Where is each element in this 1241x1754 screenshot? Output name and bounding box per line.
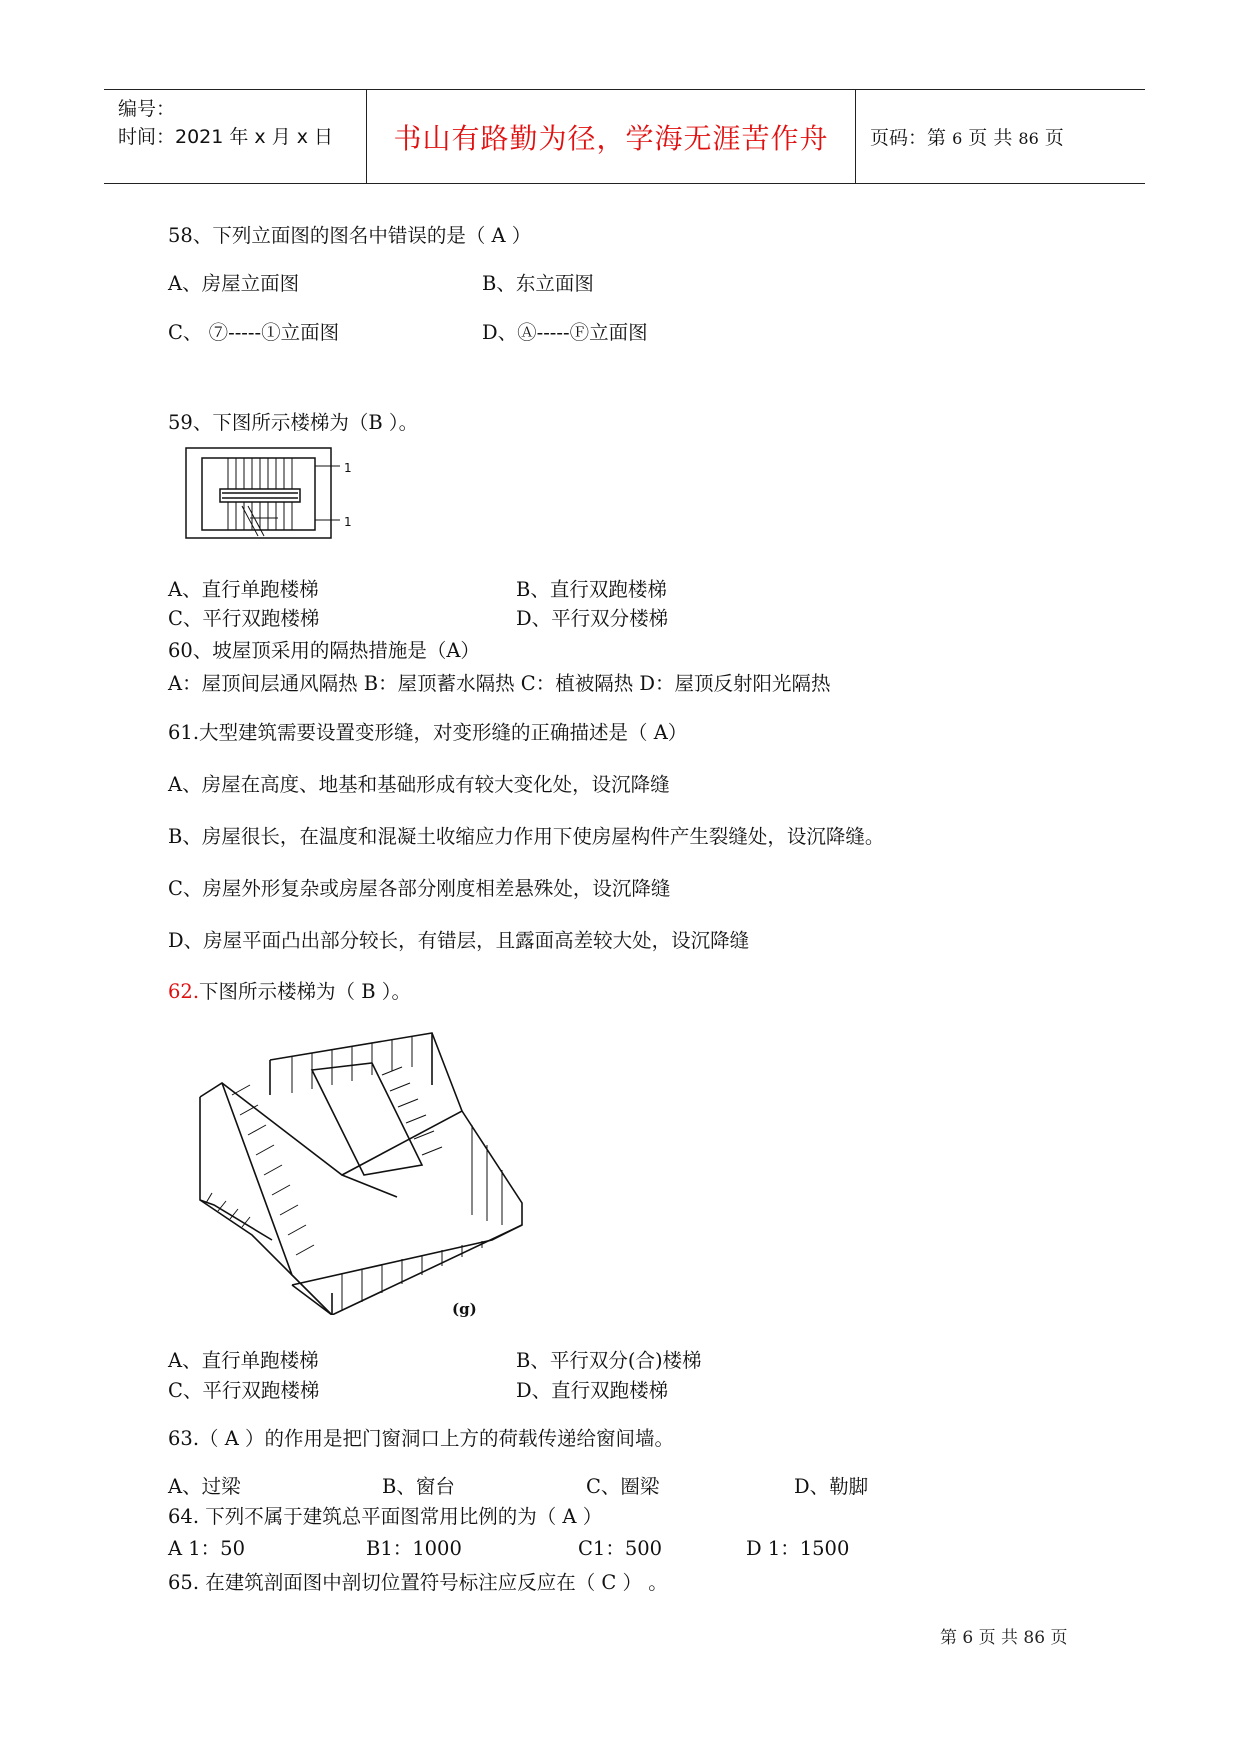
header-meta-cell bbox=[104, 90, 367, 183]
svg-text:1: 1 bbox=[344, 515, 352, 529]
page-footer: 第 6 页 共 86 页 bbox=[940, 1628, 1068, 1648]
q62-option-a: A、直行单跑楼梯 bbox=[168, 1349, 319, 1372]
stair-plan-figure bbox=[182, 444, 362, 544]
q61-option-c: C、房屋外形复杂或房屋各部分刚度相差悬殊处，设沉降缝 bbox=[168, 877, 671, 900]
figure-caption-g: (g) bbox=[452, 1300, 477, 1318]
motto: 书山有路勤为径，学海无涯苦作舟 bbox=[393, 122, 829, 155]
question-62-stem: 62.下图所示楼梯为（ B ）。 bbox=[168, 980, 411, 1003]
question-63-stem: 63.（ A ）的作用是把门窗洞口上方的荷载传递给窗间墙。 bbox=[168, 1427, 674, 1450]
q58-option-c: C、 ⑦-----①立面图 bbox=[168, 321, 340, 344]
number-label: 编号： bbox=[118, 98, 176, 120]
q63-option-a: A、过梁 bbox=[168, 1475, 241, 1498]
q59-option-a: A、直行单跑楼梯 bbox=[168, 578, 319, 601]
document-header bbox=[104, 89, 1145, 184]
question-59-stem: 59、下图所示楼梯为（B ）。 bbox=[168, 411, 419, 434]
question-61-stem: 61.大型建筑需要设置变形缝，对变形缝的正确描述是（ A） bbox=[168, 721, 688, 744]
q59-option-b: B、直行双跑楼梯 bbox=[516, 578, 667, 601]
question-64-stem: 64. 下列不属于建筑总平面图常用比例的为（ A ） bbox=[168, 1505, 603, 1528]
q62-option-c: C、平行双跑楼梯 bbox=[168, 1379, 320, 1402]
q59-option-c: C、平行双跑楼梯 bbox=[168, 607, 320, 630]
q60-options: A：屋顶间层通风隔热 B：屋顶蓄水隔热 C：植被隔热 D：屋顶反射阳光隔热 bbox=[168, 672, 831, 695]
header-motto-cell bbox=[367, 90, 856, 183]
q59-option-d: D、平行双分楼梯 bbox=[516, 607, 669, 630]
q58-option-b: B、东立面图 bbox=[482, 272, 594, 295]
question-58-stem: 58、下列立面图的图名中错误的是（ A ） bbox=[168, 224, 532, 247]
date-line: 时间：2021 年 x 月 x 日 bbox=[118, 126, 334, 148]
q58-option-d: D、Ⓐ-----Ⓕ立面图 bbox=[482, 321, 648, 344]
header-page-cell bbox=[856, 90, 1145, 183]
question-62-number: 62. bbox=[168, 980, 200, 1003]
question-60-stem: 60、坡屋顶采用的隔热措施是（A） bbox=[168, 639, 480, 662]
q64-option-d: D 1：1500 bbox=[746, 1537, 850, 1560]
svg-text:1: 1 bbox=[344, 461, 352, 475]
q61-option-a: A、房屋在高度、地基和基础形成有较大变化处，设沉降缝 bbox=[168, 773, 670, 796]
q64-option-c: C1：500 bbox=[578, 1537, 663, 1560]
q61-option-d: D、房屋平面凸出部分较长，有错层，且露面高差较大处，设沉降缝 bbox=[168, 929, 750, 952]
q62-option-d: D、直行双跑楼梯 bbox=[516, 1379, 669, 1402]
question-65-stem: 65. 在建筑剖面图中剖切位置符号标注应反应在（ C ） 。 bbox=[168, 1571, 668, 1594]
q64-option-b: B1：1000 bbox=[366, 1537, 462, 1560]
q58-option-a: A、房屋立面图 bbox=[168, 272, 300, 295]
q63-option-c: C、圈梁 bbox=[586, 1475, 660, 1498]
q64-option-a: A 1：50 bbox=[168, 1537, 246, 1560]
q63-option-b: B、窗台 bbox=[382, 1475, 455, 1498]
stair-isometric-figure bbox=[192, 1025, 532, 1315]
q62-option-b: B、平行双分(合)楼梯 bbox=[516, 1349, 702, 1372]
q61-option-b: B、房屋很长，在温度和混凝土收缩应力作用下使房屋构件产生裂缝处，设沉降缝。 bbox=[168, 825, 885, 848]
page-code: 页码：第 6 页 共 86 页 bbox=[870, 127, 1064, 149]
q63-option-d: D、勒脚 bbox=[794, 1475, 869, 1498]
